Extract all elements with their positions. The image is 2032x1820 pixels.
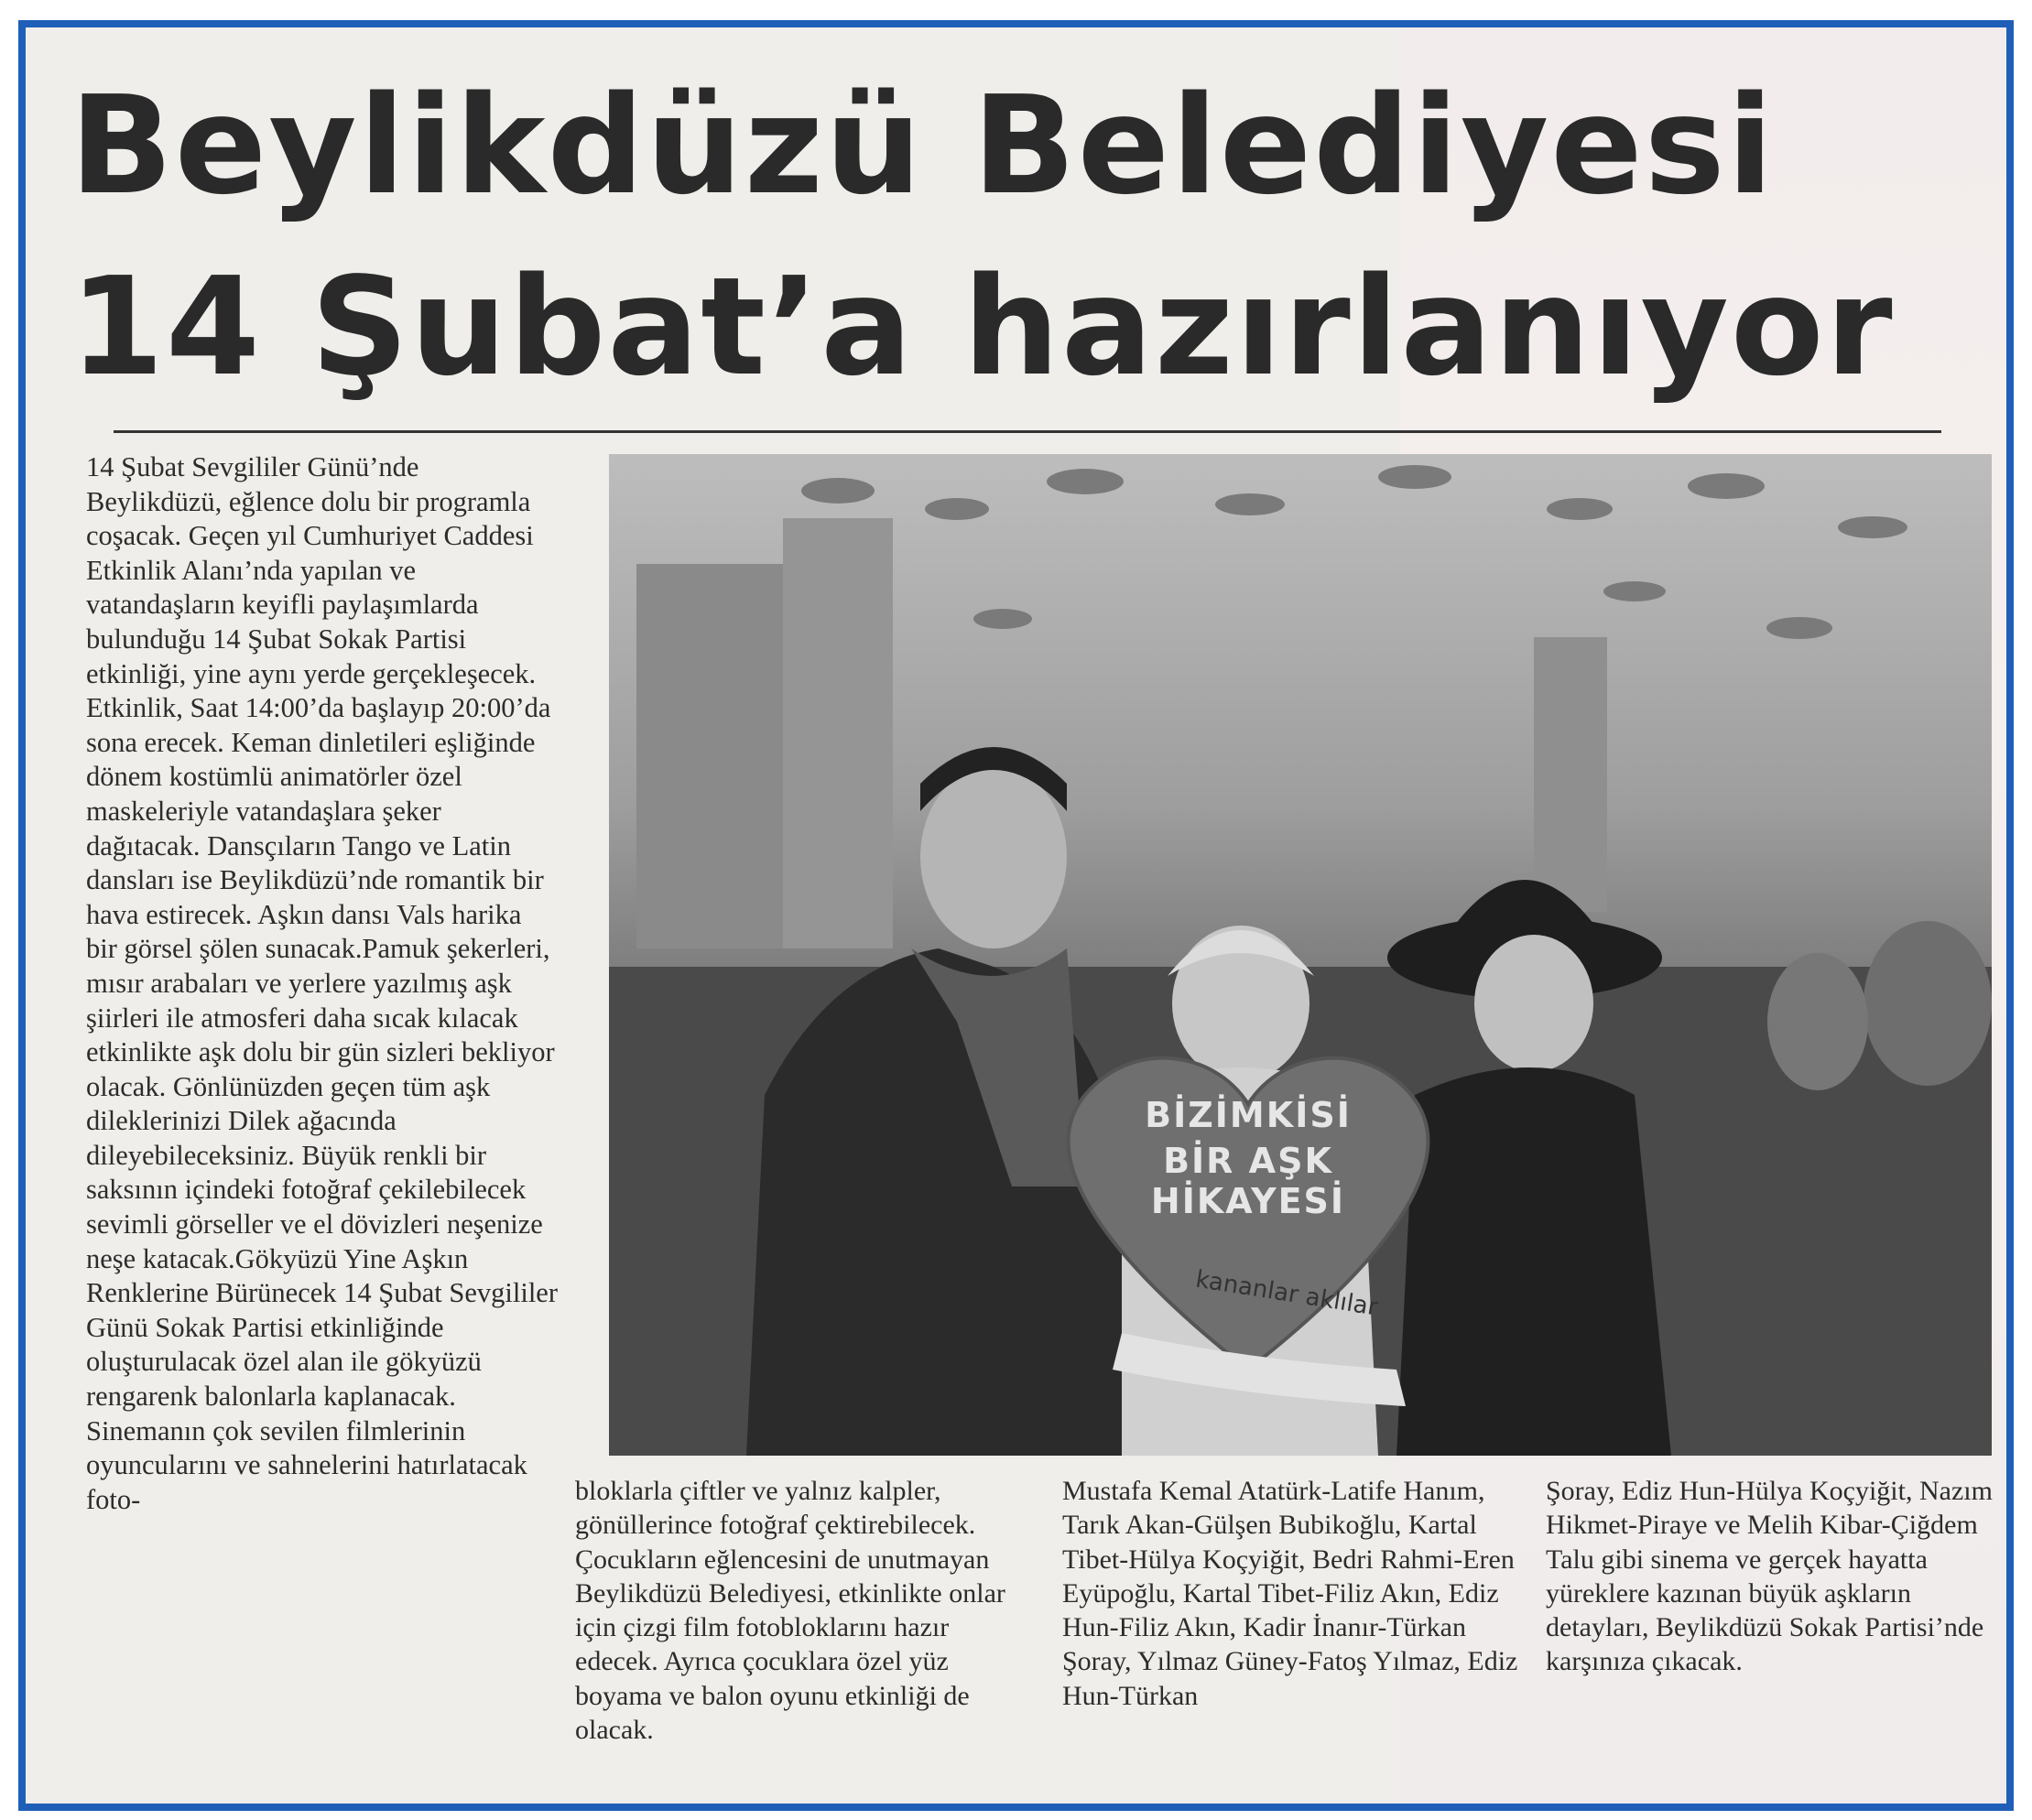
ribbon-text: kananlar aklılar [1193,1265,1380,1322]
headline-line-2: 14 Şubat’a hazırlanıyor [70,248,1895,406]
headline [70,55,1974,417]
headline-line-1: Beylikdüzü Belediyesi [70,67,1776,224]
article-column-3: Mustafa Kemal Atatürk-Latife Hanım, Tarık Akan-Gülşen Bubikoğlu, Kartal Tibet-Hülya Koçyiğit, Bedri Rahmi-Eren Eyüpoğlu, Kartal Tibet-Filiz Akın, Ediz Hun-Filiz Akın, Kadir İnanır-Türkan Şoray, Yılmaz Güney-Fatoş Yılmaz, Ediz Hun-Türkan [1062,1476,1518,1711]
clipping-frame [18,20,2014,1811]
article-column-2: bloklarla çiftler ve yalnız kalpler, gönüllerince fotoğraf çektirebilecek. Çocukların eğlencesini de unutmayan Beylikdüzü Belediyesi, etkinlikte onlar için çizgi film fotobloklarını hazır edecek. Ayrıca çocuklara özel yüz boyama ve balon oyunu etkinliği de olacak. [575,1476,1005,1746]
news-photo [609,454,1992,1456]
headline-rule [114,430,1941,433]
article-column-1: 14 Şubat Sevgililer Günü’nde Beylikdüzü, eğlence dolu bir programla coşacak. Geçen yıl Cumhuriyet Caddesi Etkinlik Alanı’nda yapılan ve vatandaşların keyifli paylaşımlarda bulunduğu 14 Şubat Sokak Partisi etkinliği, yine aynı yerde gerçekleşecek. Etkinlik, Saat 14:00’da başlayıp 20:00’da sona erecek. Keman dinletileri eşliğinde dönem kostümlü animatörler özel maskeleriyle vatandaşlara şeker dağıtacak. Dansçıların Tango ve Latin dansları ise Beylikdüzü’nde romantik bir hava estirecek. Aşkın dansı Vals harika bir görsel şölen sunacak.Pamuk şekerleri, mısır arabaları ve yerlere yazılmış aşk şiirleri ile atmosferi daha sıcak kılacak etkinlikte aşk dolu bir gün sizleri bekliyor olacak. Gönlünüzden geçen tüm aşk dileklerinizi Dilek ağacında dileyebileceksiniz. Büyük renkli bir saksının içindeki fotoğraf çekilebilecek sevimli görseller ve el dövizleri neşenize neşe katacak.Gökyüzü Yine Aşkın Renklerine Bürünecek 14 Şubat Sevgililer Günü Sokak Partisi etkinliğinde oluşturulacak özel alan ile gökyüzü rengarenk balonlarla kaplanacak. Sinemanın çok sevilen filmlerinin oyuncularını ve sahnelerini hatırlatacak foto- [86,451,558,1515]
heart-sign-line-1: BİZİMKİSİ [1145,1095,1352,1135]
heart-sign-line-2: BİR AŞK HİKAYESİ [1150,1141,1346,1221]
article-column-4: Şoray, Ediz Hun-Hülya Koçyiğit, Nazım Hikmet-Piraye ve Melih Kibar-Çiğdem Talu gibi sinema ve gerçek hayatta yüreklere kazınan büyük aşkların detayları, Beylikdüzü Sokak Partisi’nde karşınıza çıkacak. [1546,1476,1993,1677]
